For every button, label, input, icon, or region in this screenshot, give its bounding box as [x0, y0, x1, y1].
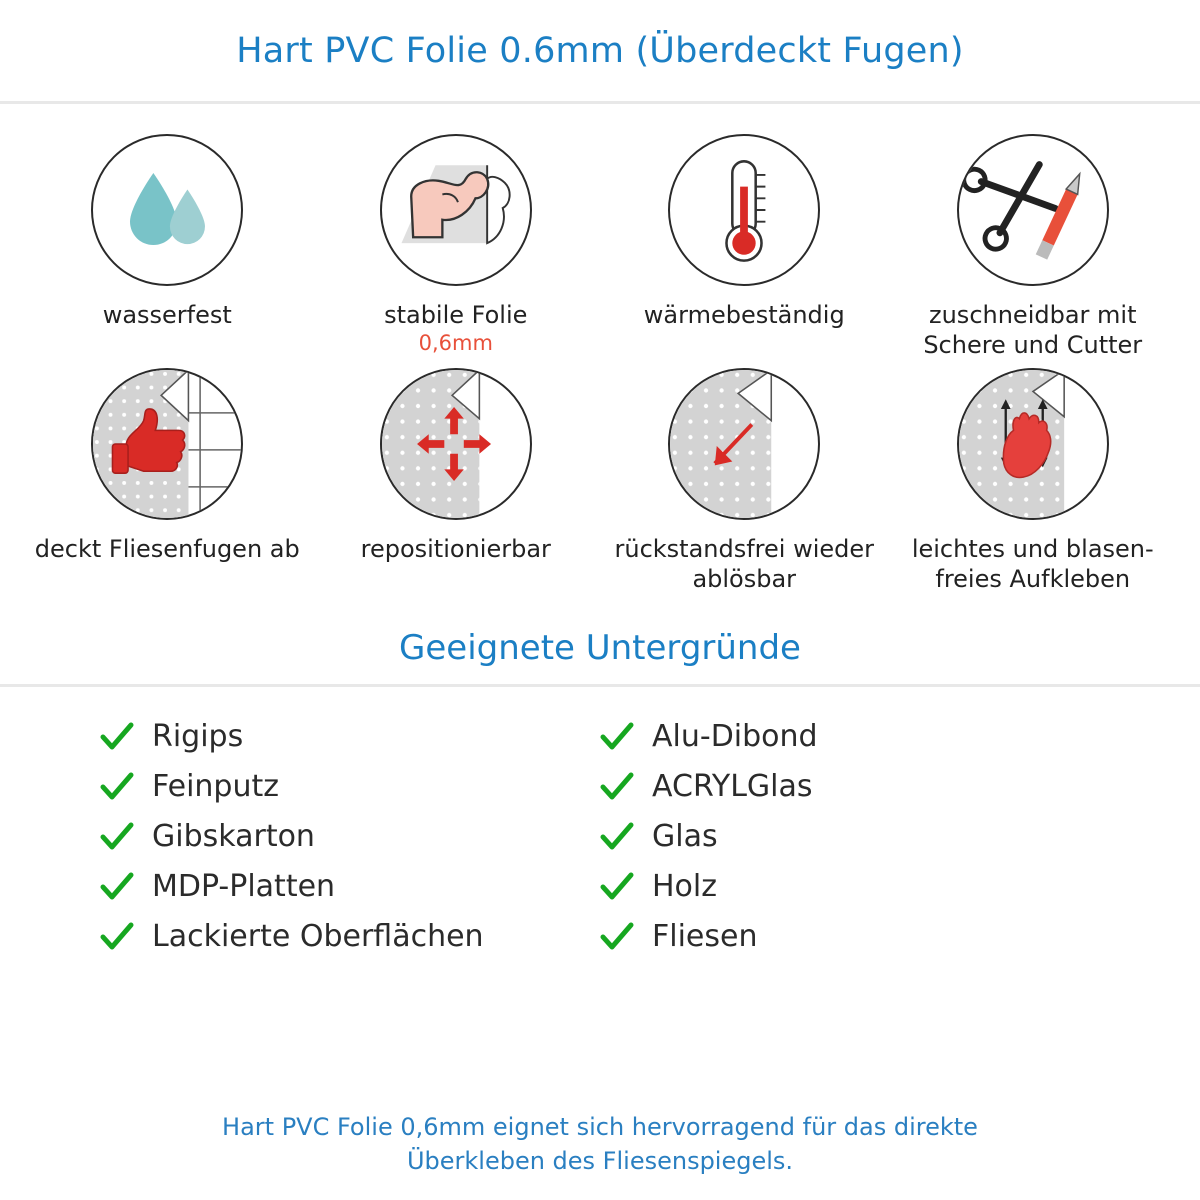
hand-smoothing-icon — [957, 368, 1109, 520]
page-header — [0, 0, 1200, 104]
check-icon — [100, 722, 134, 752]
feature-item — [892, 368, 1175, 594]
list-item-label: Alu-Dibond — [652, 719, 818, 754]
list-item — [600, 715, 1100, 759]
feature-item — [892, 134, 1175, 360]
list-item-label: Holz — [652, 869, 717, 904]
feature-item — [603, 368, 886, 594]
feature-label: wärmebeständig — [643, 301, 845, 329]
feature-sublabel: 0,6mm — [418, 331, 493, 355]
list-item-label: Lackierte Oberflächen — [152, 919, 484, 954]
peel-off-icon — [668, 368, 820, 520]
check-icon — [600, 922, 634, 952]
check-icon — [600, 722, 634, 752]
feature-item — [603, 134, 886, 360]
feature-label: leichtes und blasen-freies Aufkleben — [911, 535, 1154, 593]
check-icon — [600, 772, 634, 802]
footer-line-1: Hart PVC Folie 0,6mm eignet sich hervorragend für das direkte — [222, 1113, 978, 1141]
page-title: Hart PVC Folie 0.6mm (Überdeckt Fugen) — [236, 30, 964, 71]
feature-item — [315, 134, 598, 360]
feature-label: rückstandsfrei wieder ablösbar — [614, 535, 875, 593]
check-icon — [100, 922, 134, 952]
check-icon — [100, 872, 134, 902]
water-drops-icon — [91, 134, 243, 286]
scissors-cutter-icon — [957, 134, 1109, 286]
list-item — [100, 865, 600, 909]
list-item-label: Rigips — [152, 719, 244, 754]
list-item — [100, 815, 600, 859]
check-icon — [100, 822, 134, 852]
check-icon — [100, 772, 134, 802]
feature-label: zuschneidbar mit Schere und Cutter — [923, 301, 1143, 359]
footer-note — [0, 1110, 1200, 1178]
check-icon — [600, 872, 634, 902]
substrates-column-right — [600, 715, 1100, 959]
list-item — [600, 915, 1100, 959]
list-item — [600, 765, 1100, 809]
feature-grid — [0, 104, 1200, 594]
list-item — [100, 915, 600, 959]
feature-item — [315, 368, 598, 594]
feature-item — [26, 134, 309, 360]
substrates-column-left — [100, 715, 600, 959]
section-title-substrates: Geeignete Untergründe — [0, 628, 1200, 687]
feature-label: deckt Fliesenfugen ab — [34, 535, 300, 563]
substrates-list — [0, 715, 1200, 959]
list-item-label: MDP-Platten — [152, 869, 336, 904]
list-item-label: Feinputz — [152, 769, 279, 804]
list-item-label: Glas — [652, 819, 718, 854]
list-item-label: Gibskarton — [152, 819, 315, 854]
feature-label: stabile Folie — [384, 301, 528, 329]
feature-item — [26, 368, 309, 594]
list-item — [100, 715, 600, 759]
feature-label: wasserfest — [102, 301, 232, 329]
thumbs-up-tiles-icon — [91, 368, 243, 520]
footer-line-2: Überkleben des Fliesenspiegels. — [406, 1147, 794, 1175]
list-item — [600, 865, 1100, 909]
check-icon — [600, 822, 634, 852]
reposition-arrows-icon — [380, 368, 532, 520]
list-item-label: Fliesen — [652, 919, 758, 954]
thermometer-icon — [668, 134, 820, 286]
list-item — [100, 765, 600, 809]
feature-label: repositionierbar — [360, 535, 551, 563]
list-item-label: ACRYLGlas — [652, 769, 813, 804]
list-item — [600, 815, 1100, 859]
flexed-arm-icon — [380, 134, 532, 286]
